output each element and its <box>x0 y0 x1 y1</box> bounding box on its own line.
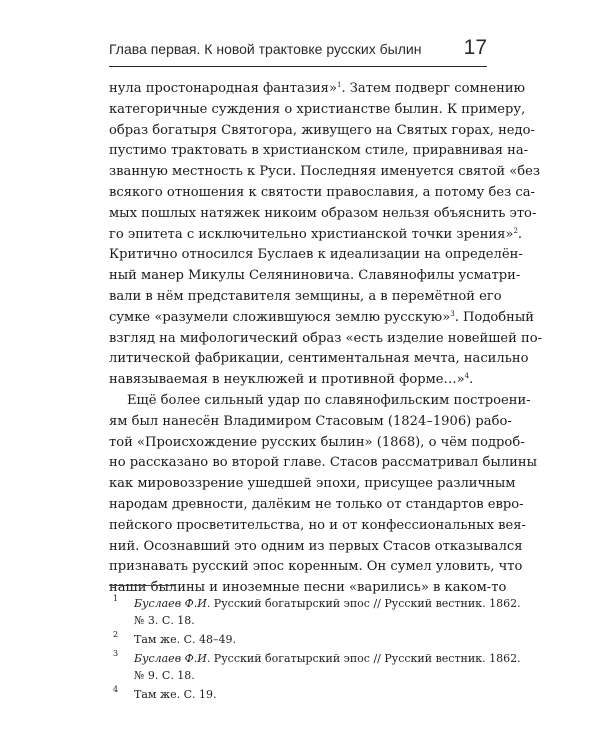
text-line: Ещё более сильный удар по славянофильским построени- <box>127 392 531 408</box>
footnote <box>113 594 521 629</box>
text-line: сумке «разумели сложившуюся землю русскую»$^3$. Подобный <box>109 309 535 325</box>
running-header <box>109 36 487 67</box>
footnote-line: № 9. С. 18. <box>134 669 195 682</box>
text-line: ный манер Микулы Селяниновича. Славянофилы усматри- <box>109 268 521 284</box>
text-line: взгляд на мифологический образ «есть изделие новейшей по- <box>109 330 543 346</box>
text-line: той «Происхождение русских былин» (1868), о чём подроб- <box>109 434 525 450</box>
text-line: вали в нём представителя земщины, а в перемётной его <box>109 288 502 304</box>
footnote-author: Буслаев Ф.И. <box>134 597 211 610</box>
text-line: наши былины и иноземные песни «варились» в каком-то <box>109 580 507 596</box>
text-line: мых пошлых натяжек никоим образом нельзя объяснить это- <box>109 205 537 221</box>
text-line: го эпитета с исключительно христианской точки зрения»$^2$. <box>109 226 523 242</box>
footnote-ref[interactable]: 3 <box>450 309 455 318</box>
text-line: нула простонародная фантазия»$^1$. Затем подверг сомнению <box>109 81 525 96</box>
text-line: но рассказано во второй главе. Стасов рассматривал былины <box>109 455 538 471</box>
footnote-line: Буслаев Ф.И. Русский богатырский эпос // Русский вестник. 1862. <box>134 652 521 665</box>
footnotes <box>113 594 521 705</box>
footnote <box>113 649 521 684</box>
text-line: образ богатыря Святогора, живущего на Святых горах, недо- <box>109 122 535 138</box>
text-line: ний. Осознавший это одним из первых Стасов отказывался <box>109 538 523 554</box>
chapter-title: Глава первая. К новой трактовке русских былин <box>109 41 422 57</box>
text-line: званную местность к Руси. Последняя именуется святой «без <box>109 164 541 180</box>
footnote-ref[interactable]: 4 <box>464 372 470 381</box>
text-line: ям был нанесён Владимиром Стасовым (1824–1906) рабо- <box>109 413 512 429</box>
text-line: навязываемая в неуклюжей и противной форме…»$^4$. <box>109 372 474 388</box>
footnote-author: Буслаев Ф.И. <box>134 652 211 665</box>
footnote-number: 4 <box>113 685 119 694</box>
text-line: пустимо трактовать в христианском стиле, приравнивая на- <box>109 143 529 159</box>
footnote-number: 3 <box>113 649 119 658</box>
text-line: всякого отношения к святости православия, а потому без са- <box>109 184 535 200</box>
text-line: Критично относился Буслаев к идеализации на определён- <box>109 247 523 263</box>
text-line: как мировоззрение ушедшей эпохи, присущее различным <box>109 476 516 492</box>
footnote-line: Там же. С. 19. <box>134 688 217 701</box>
footnote <box>113 686 489 703</box>
footnote <box>113 631 489 648</box>
text-line: категоричные суждения о христианстве былин. К примеру, <box>109 101 526 117</box>
footnote-divider <box>109 585 175 586</box>
body-text <box>109 79 543 599</box>
text-line: пейского просветительства, но и от конфессиональных вея- <box>109 517 526 533</box>
page-number: 17 <box>463 36 487 59</box>
footnote-ref[interactable]: 2 <box>513 226 518 235</box>
footnote-ref[interactable]: 1 <box>336 81 342 89</box>
text-line: признавать русский эпос коренным. Он сумел уловить, что <box>109 559 523 575</box>
text-line: народам древности, далёким не только от стандартов евро- <box>109 496 524 512</box>
footnote-line: Там же. С. 48–49. <box>134 633 236 646</box>
footnote-number: 2 <box>113 630 119 639</box>
footnote-line: Буслаев Ф.И. Русский богатырский эпос // Русский вестник. 1862. <box>134 597 521 610</box>
text-line: литической фабрикации, сентиментальная мечта, насильно <box>109 351 529 367</box>
footnote-line: № 3. С. 18. <box>134 614 195 627</box>
footnote-number: 1 <box>113 594 119 603</box>
